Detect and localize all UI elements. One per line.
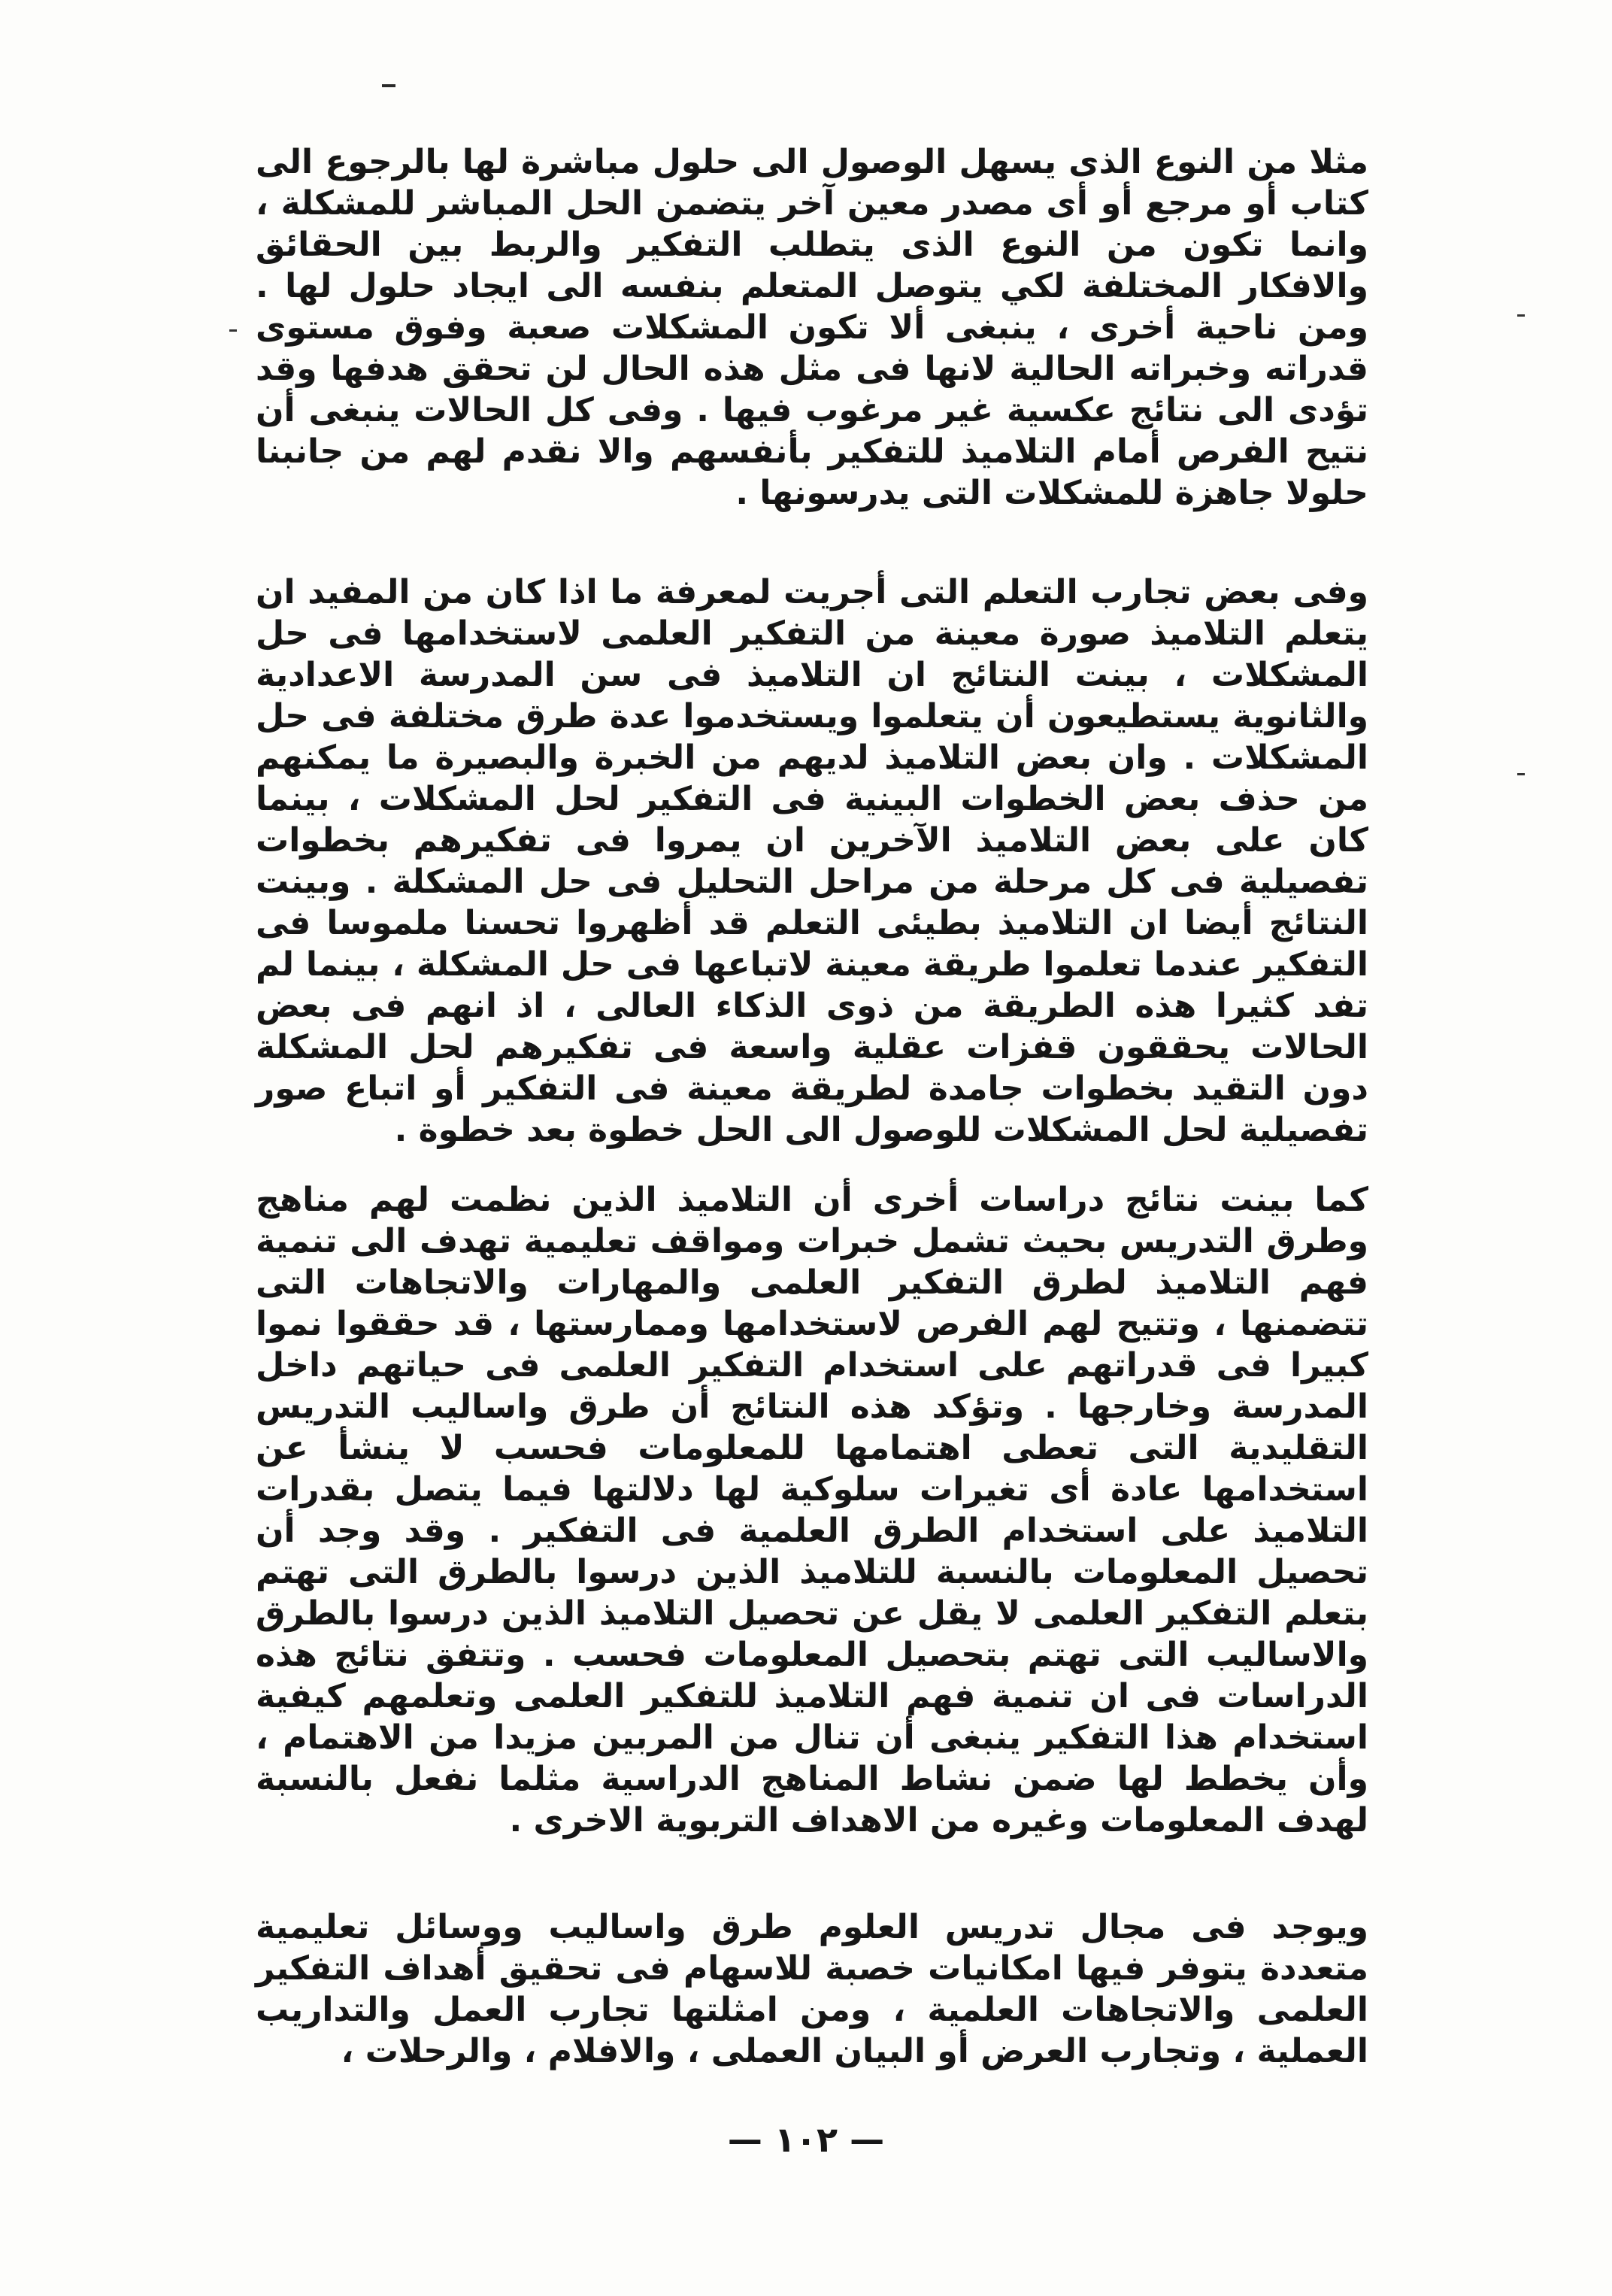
paragraph-2: وفى بعض تجارب التعلم التى أجريت لمعرفة ما اذا كان من المفيد ان يتعلم التلاميذ صورة معينة من التفكير العلمى لاستخدامها فى حل المشكلات ، بينت النتائج ان التلاميذ فى سن المدرسة الاعدادية والثانوية يستطيعون أن يتعلموا ويستخدموا عدة طرق مختلفة فى حل المشكلات . وان بعض التلاميذ لديهم من الخبرة والبصيرة ما يمكنهم من حذف بعض الخطوات البينية فى التفكير لحل المشكلات ، بينما كان على بعض التلاميذ الآخرين ان يمروا فى تفكيرهم بخطوات تفصيلية فى كل مرحلة من مراحل التحليل فى حل المشكلة . وبينت النتائج أيضا ان التلاميذ بطيئى التعلم قد أظهروا تحسنا ملموسا فى التفكير عندما تعلموا طريقة معينة لاتباعها فى حل المشكلة ، بينما لم تفد كثيرا هذه الطريقة من ذوى الذكاء العالى ، اذ انهم فى بعض الحالات يحققون قفزات عقلية واسعة فى تفكيرهم لحل المشكلة دون التقيد بخطوات جامدة لطريقة معينة فى التفكير أو اتباع صور تفصيلية لحل المشكلات للوصول الى الحل خطوة بعد خطوة .	[256, 573, 1368, 1149]
scan-speck	[382, 84, 395, 87]
margin-mark	[229, 329, 237, 332]
paragraph-4: ويوجد فى مجال تدريس العلوم طرق واساليب ووسائل تعليمية متعددة يتوفر فيها امكانيات خصبة للاسهام فى تحقيق أهداف التفكير العلمى والاتجاهات العلمية ، ومن امثلتها تجارب العمل والتداريب العملية ، وتجارب العرض أو البيان العملى ، والافلام ، والرحلات ،	[256, 1908, 1368, 2070]
margin-mark	[1517, 773, 1525, 775]
margin-mark	[1517, 314, 1525, 317]
paragraph-3: كما بينت نتائج دراسات أخرى أن التلاميذ الذين نظمت لهم مناهج وطرق التدريس بحيث تشمل خبرات ومواقف تعليمية تهدف الى تنمية فهم التلاميذ لطرق التفكير العلمى والمهارات والاتجاهات التى تتضمنها ، وتتيح لهم الفرص لاستخدامها وممارستها ، قد حققوا نموا كبيرا فى قدراتهم على استخدام التفكير العلمى فى حياتهم داخل المدرسة وخارجها . وتؤكد هذه النتائج أن طرق واساليب التدريس التقليدية التى تعطى اهتمامها للمعلومات فحسب لا ينشأ عن استخدامها عادة أى تغيرات سلوكية لها دلالتها فيما يتصل بقدرات التلاميذ على استخدام الطرق العلمية فى التفكير . وقد وجد أن تحصيل المعلومات بالنسبة للتلاميذ الذين درسوا بالطرق التى تهتم بتعلم التفكير العلمى لا يقل عن تحصيل التلاميذ الذين درسوا بالطرق والاساليب التى تهتم بتحصيل المعلومات فحسب . وتتفق نتائج هذه الدراسات فى ان تنمية فهم التلاميذ للتفكير العلمى وتعلمهم كيفية استخدام هذا التفكير ينبغى أن تنال من المربين مزيدا من الاهتمام ، وأن يخطط لها ضمن نشاط المناهج الدراسية مثلما نفعل بالنسبة لهدف المعلومات وغيره من الاهداف التربوية الاخرى .	[256, 1181, 1368, 1840]
paragraph-1: مثلا من النوع الذى يسهل الوصول الى حلول مباشرة لها بالرجوع الى كتاب أو مرجع أو أى مصدر معين آخر يتضمن الحل المباشر للمشكلة ، وانما تكون من النوع الذى يتطلب التفكير والربط بين الحقائق والافكار المختلفة لكي يتوصل المتعلم بنفسه الى ايجاد حلول لها . ومن ناحية أخرى ، ينبغى ألا تكون المشكلات صعبة وفوق مستوى قدراته وخبراته الحالية لانها فى مثل هذه الحال لن تحقق هدفها وقد تؤدى الى نتائج عكسية غير مرغوب فيها . وفى كل الحالات ينبغى أن نتيح الفرص أمام التلاميذ للتفكير بأنفسهم والا نقدم لهم من جانبنا حلولا جاهزة للمشكلات التى يدرسونها .	[256, 143, 1368, 512]
page-number: — ١٠٢ —	[727, 2119, 885, 2160]
